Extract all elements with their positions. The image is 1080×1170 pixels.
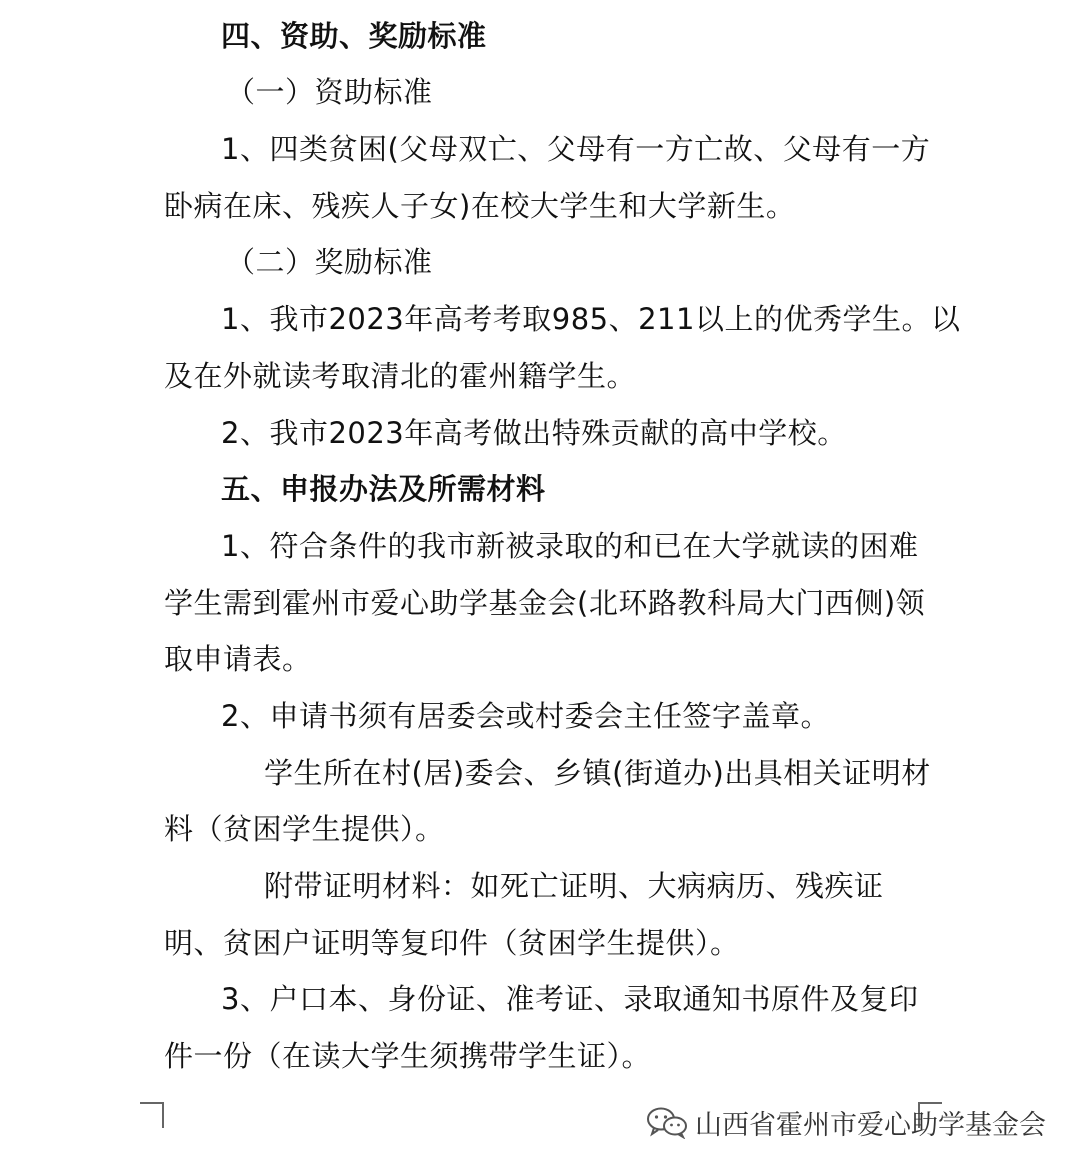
paragraph-line: 卧病在床、残疾人子女)在校大学生和大学新生。 (164, 189, 796, 223)
paragraph-line: 1、四类贫困(父母双亡、父母有一方亡故、父母有一方 (221, 132, 931, 166)
watermark (645, 1098, 1046, 1146)
paragraph-line: 1、我市2023年高考考取985、211以上的优秀学生。以 (221, 302, 961, 336)
paragraph-line: 附带证明材料：如死亡证明、大病病历、残疾证 (264, 869, 884, 903)
paragraph-line: 2、申请书须有居委会或村委会主任签字盖章。 (221, 699, 830, 733)
paragraph-line: 料（贫困学生提供）。 (164, 812, 445, 846)
paragraph-line: 取申请表。 (164, 642, 312, 676)
section-heading-5: 五、申报办法及所需材料 (221, 472, 546, 506)
paragraph-line: 学生需到霍州市爱心助学基金会(北环路教科局大门西侧)领 (164, 586, 926, 620)
paragraph-line: 3、户口本、身份证、准考证、录取通知书原件及复印 (221, 982, 919, 1016)
paragraph-line: 1、符合条件的我市新被录取的和已在大学就读的困难 (221, 529, 919, 563)
wechat-icon (645, 1105, 689, 1139)
paragraph-line: 及在外就读考取清北的霍州籍学生。 (164, 359, 637, 393)
paragraph-line: 学生所在村(居)委会、乡镇(街道办)出具相关证明材 (264, 756, 931, 790)
crop-mark-left (140, 1102, 164, 1128)
subsection-heading-award: （二）奖励标准 (226, 245, 433, 279)
paragraph-line: 2、我市2023年高考做出特殊贡献的高中学校。 (221, 416, 847, 450)
subsection-heading-funding: （一）资助标准 (226, 75, 433, 109)
paragraph-line: 件一份（在读大学生须携带学生证）。 (164, 1039, 652, 1073)
watermark-text: 山西省霍州市爱心助学基金会 (695, 1109, 1046, 1141)
paragraph-line: 明、贫困户证明等复印件（贫困学生提供）。 (164, 926, 740, 960)
section-heading-4: 四、资助、奖励标准 (221, 19, 487, 53)
